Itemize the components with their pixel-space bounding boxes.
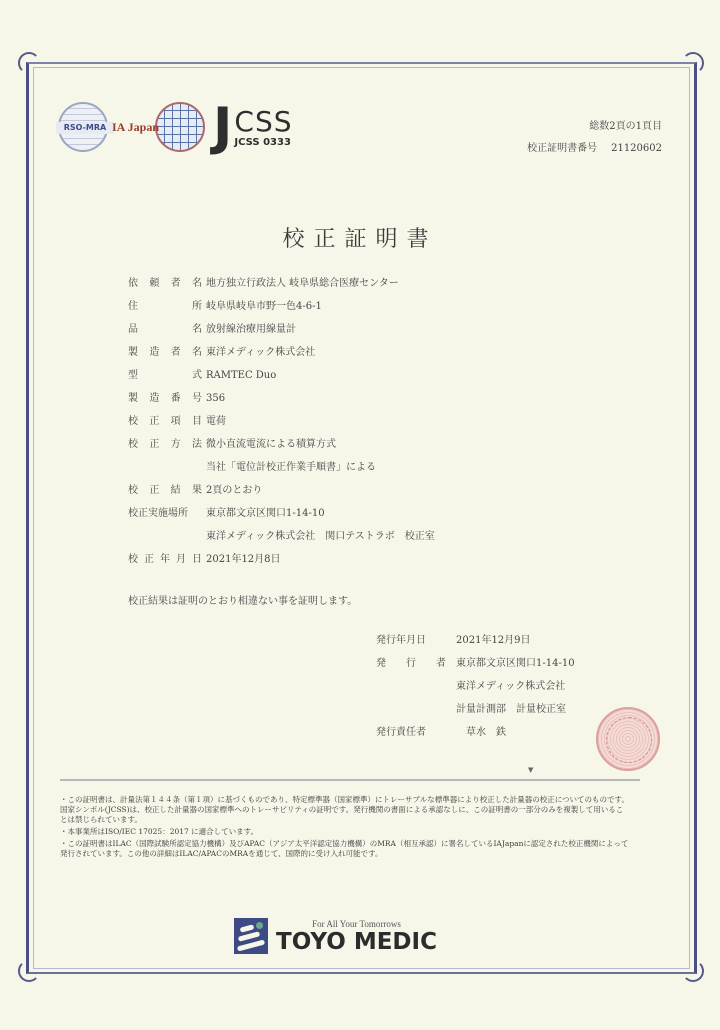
field-label-char: 校 [128,485,138,496]
field-label-char: 月 [176,554,186,565]
field-row [128,437,435,460]
field-label-char: 発 [376,658,386,669]
field-label [128,345,206,368]
field-label-char: 名 [191,347,202,358]
field-label-char: 所 [192,301,202,312]
jcss-number: JCSS 0333 [234,137,291,148]
page-info [527,116,662,160]
field-label [128,299,206,322]
field-label-char: 日 [192,554,202,565]
field-label [128,414,206,437]
field-label-char: 住 [128,301,138,312]
note-item: ・この証明書は、計量法第１４４条（第１項）に基づくものであり、特定標準器（国家標準）にトレーサブルな標準器により校正した計量器の校正についてのものです。国家シンボル(JCSS)は、校正した計量器の国家標準へのトレーサビリティの証明です。発行機関の書面による承認なしに、この証明書の一部分のみを複製して用いることは禁じられています。 [60,795,629,824]
field-label-char: 年 [160,554,170,565]
mra-logo-label: RSO-MRA [56,122,114,134]
field-value: 地方独立行政法人 岐阜県総合医療センター [206,278,399,289]
field-value: 東京都文京区関口1-14-10 [456,658,575,669]
field-row [128,299,435,322]
field-label-char: 依 [128,278,138,289]
corner-ornament-icon [18,52,40,74]
field-label-char: 発行年月日 [376,635,426,646]
field-row [128,276,435,299]
field-label [376,680,456,703]
field-label [128,529,206,552]
field-label-char: 校 [128,554,138,565]
field-label-char: 号 [191,393,202,404]
note-item: ・本事業所はISO/IEC 17025：2017 に適合しています。 [60,827,259,836]
field-label-char: 行 [406,658,416,669]
field-label-char: 法 [191,439,202,450]
note-item: ・この証明書はILAC（国際試験所認定協力機構）及びAPAC（アジア太平洋認定協力機構）のMRA（相互承認）に署名しているIAJapanに認定された校正機関によって発行されています。この他の詳細はILAC/APACのMRAを通じて、国際的に受け入れ可能です。 [60,839,629,858]
field-row [376,726,575,749]
mra-logo-icon [58,102,108,152]
field-label-char: 型 [128,370,138,381]
field-value: 2021年12月8日 [206,554,281,565]
field-label-char: 式 [192,370,202,381]
field-value: 微小直流電流による積算方式 [206,439,336,450]
field-label [376,657,456,680]
field-label-char: 名 [191,278,202,289]
field-label [128,506,206,529]
divider-marker-icon: ▼ [528,766,534,774]
field-label-char: 者 [436,658,446,669]
field-label [376,634,456,657]
field-value: 計量計測部 計量校正室 [456,704,566,715]
field-label-char: 果 [191,485,202,496]
certification-statement: 校正結果は証明のとおり相違ない事を証明します。 [128,596,358,607]
field-label-char: 正 [149,416,160,427]
notes-divider [60,779,640,781]
field-row [128,529,435,552]
field-value: RAMTEC Duo [206,370,277,381]
field-value: 当社「電位計校正作業手順書」による [206,462,376,473]
field-label-char: 結 [170,485,181,496]
field-label [128,368,206,391]
field-value: 東洋メディック株式会社 [206,347,316,358]
field-label-char: 者 [170,278,181,289]
field-row [128,483,435,506]
field-row [128,552,435,575]
field-label-char: 者 [170,347,181,358]
field-label [128,322,206,345]
toyo-medic-logo-icon [234,918,268,954]
field-label [128,460,206,483]
field-row [128,506,435,529]
field-row [128,345,435,368]
ia-japan-globe-icon [155,102,205,152]
field-label [376,726,456,749]
field-value: 2頁のとおり [206,485,263,496]
field-label-char: 名 [192,324,202,335]
field-value: 放射線治療用線量計 [206,324,296,335]
field-label-char: 製 [128,347,138,358]
issuer-block [376,634,575,749]
corner-ornament-icon [682,52,704,74]
field-value: 東洋メディック株式会社 関口テストラボ 校正室 [206,531,435,542]
field-row [376,657,575,680]
field-row [376,703,575,726]
field-label-char: 番 [170,393,181,404]
field-row [128,322,435,345]
field-label-char: 校 [128,439,138,450]
jcss-mark: J [213,97,233,157]
field-label [128,276,206,299]
field-label [128,391,206,414]
field-value: 電荷 [206,416,226,427]
field-row [376,634,575,657]
field-value: 草水 鉄 [456,727,506,738]
corner-ornament-icon [682,960,704,982]
certificate-number-label: 校正証明書番号 [527,143,598,154]
page-count: 総数2頁の1頁目 [589,121,662,132]
company-name: TOYO MEDIC [276,929,437,955]
field-label-char: 正 [144,554,154,565]
field-label-char: 品 [128,324,138,335]
field-value: 2021年12月9日 [456,635,531,646]
field-row [128,460,435,483]
field-label [128,552,206,575]
field-label-char: 正 [149,485,160,496]
field-value: 東京都文京区関口1-14-10 [206,508,325,519]
jcss-logo [213,97,293,157]
field-value: 岐阜県岐阜市野一色4-6-1 [206,301,322,312]
field-label-char: 造 [149,347,160,358]
company-footer [234,918,437,954]
field-label-char: 方 [170,439,181,450]
field-label-char: 項 [170,416,181,427]
field-label [376,703,456,726]
notes-section [60,795,630,861]
field-label-char: 発行責任者 [376,727,426,738]
field-row [128,368,435,391]
field-label [128,437,206,460]
ia-japan-label: IA Japan [112,119,160,134]
document-title: 校正証明書 [282,227,438,252]
field-label-char: 正 [149,439,160,450]
field-label-char: 製 [128,393,138,404]
field-row [376,680,575,703]
field-label-char: 校正実施場所 [128,508,188,519]
company-tagline: For All Your Tomorrows [312,919,401,929]
jcss-text: CSS [234,105,293,138]
certificate-number: 21120602 [611,143,662,154]
official-seal-icon [596,707,660,771]
field-value: 東洋メディック株式会社 [456,681,566,692]
certificate-fields [128,276,435,575]
field-label-char: 造 [149,393,160,404]
certificate-number-row [527,138,662,160]
corner-ornament-icon [18,960,40,982]
field-label-char: 目 [191,416,202,427]
field-label [128,483,206,506]
field-row [128,391,435,414]
accreditation-logos [58,92,293,162]
field-row [128,414,435,437]
field-label-char: 頼 [149,278,160,289]
field-label-char: 校 [128,416,138,427]
field-value: 356 [206,393,226,404]
